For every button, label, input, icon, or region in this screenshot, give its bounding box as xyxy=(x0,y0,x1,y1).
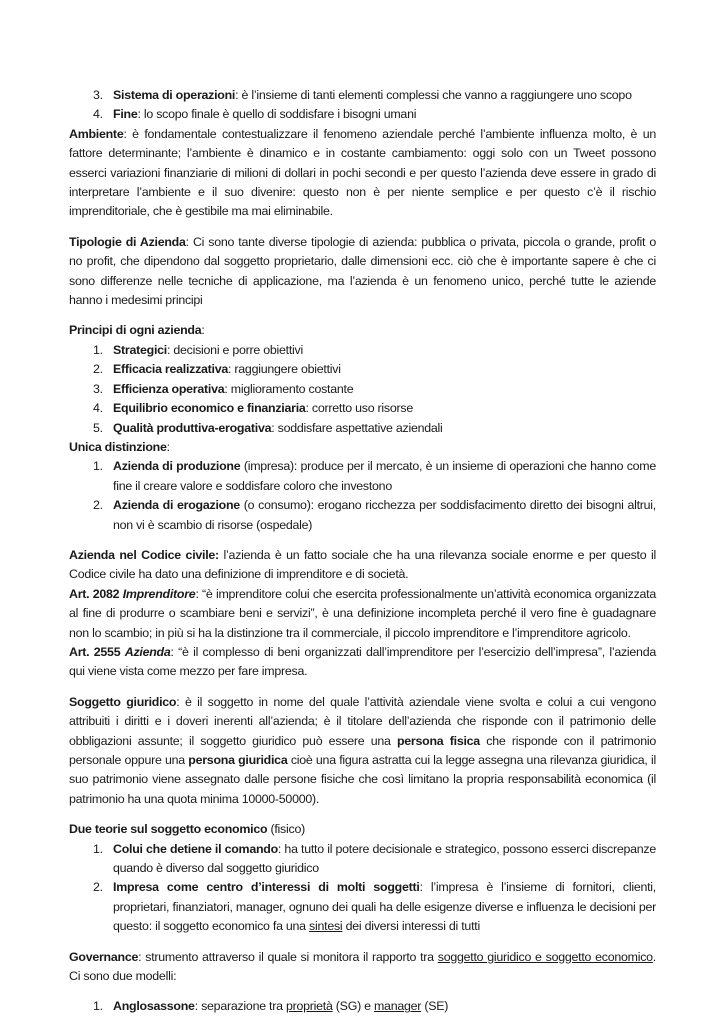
modelli-list xyxy=(69,997,656,1016)
soggetto-giuridico-paragraph: Soggetto giuridico: è il soggetto in nome del quale l’attività aziendale viene svolta e colui a cui vengono attribuiti i diritti e i doveri inerenti all’azienda; è il titolare dell’azienda che risponde con il patrimonio delle obbligazioni assunte; il soggetto giuridico può essere una persona fisica che risponde con il patrimonio personale oppure una persona giuridica cioè una figura astratta cui la legge assegna una rilevanza giuridica, il suo patrimonio viene assegnato dalle persone fisiche che così limitano la propria responsabilità economica (il patrimonio ha una quota minima 10000-50000). xyxy=(69,694,656,806)
codice-civile-paragraph: Azienda nel Codice civile: l’azienda è un fatto sociale che ha una rilevanza sociale enorme e per questo il Codice civile ha dato una definizione di imprenditore e di società. xyxy=(69,547,656,582)
document-page xyxy=(69,86,656,1017)
governance-paragraph: Governance: strumento attraverso il quale si monitora il rapporto tra soggetto giuridico e soggetto economico. Ci sono due modelli: xyxy=(69,949,656,984)
term: Fine xyxy=(113,107,138,122)
list-item: 5. Qualità produttiva-erogativa: soddisfare aspettative aziendali xyxy=(93,420,443,435)
list-item: 1. Colui che detiene il comando: ha tutto il potere decisionale e strategico, possono esserci discrepanze quando è diverso dal soggetto giuridico xyxy=(93,841,656,876)
list-item: 3. Sistema di operazioni: è l’insieme di tanti elementi complessi che vanno a raggiungere uno scopo xyxy=(93,88,632,102)
ambiente-paragraph: Ambiente: è fondamentale contestualizzare il fenomeno aziendale perché l’ambiente influenza molto, è un fattore determinante; l’ambiente è dinamico e in costante cambiamento: oggi solo con un Tweet possono esserci variazioni finanziarie di milioni di dollari in pochi secondi e per questo l’azienda deve essere in grado di interpretare l’ambiente e il suo divenire: questo non è per niente semplice e per questo c’è il rischio imprenditoriale, che è gestibile ma mai eliminabile. xyxy=(69,126,656,219)
teorie-heading: Due teorie sul soggetto economico (fisico) xyxy=(69,822,305,837)
art-2082-paragraph: Art. 2082 Imprenditore: “è imprenditore colui che esercita professionalmente un’attività economica organizzata al fine di produrre o scambiare beni e servizi”, è una definizione incompleta perché il vero fine è guadagnare non lo scambio; in più si ha la distinzione tra il commerciale, il piccolo imprenditore e l’imprenditore agricolo. xyxy=(69,586,656,640)
list-item: 1. Anglosassone: separazione tra proprietà (SG) e manager (SE) xyxy=(93,999,449,1014)
principi-heading: Principi di ogni azienda: xyxy=(69,323,205,338)
list-item: 3. Efficienza operativa: miglioramento costante xyxy=(93,381,354,396)
list-item: 1. Strategici: decisioni e porre obiettivi xyxy=(93,342,303,357)
list-item: 4. Equilibrio economico e finanziaria: corretto uso risorse xyxy=(93,401,413,416)
term: Sistema di operazioni xyxy=(113,88,236,102)
list-item: 2. Impresa come centro d’interessi di molti soggetti: l’impresa è l’insieme di fornitori, clienti, proprietari, finanziatori, manager, ognuno dei quali ha delle esigenze diverse e influenza le decisioni per questo: il soggetto economico fa una sintesi dei diversi interessi di tutti xyxy=(93,880,656,934)
list-item: 2. Azienda di erogazione (o consumo): erogano ricchezza per soddisfacimento diretto dei bisogni altrui, non vi è scambio di risorse (ospedale) xyxy=(93,498,657,532)
distinzione-heading: Unica distinzione: xyxy=(69,439,170,454)
principi-list xyxy=(69,341,656,438)
list-item: 4. Fine: lo scopo finale è quello di soddisfare i bisogni umani xyxy=(93,107,417,122)
teorie-list xyxy=(69,840,656,937)
list-item: 1. Azienda di produzione (impresa): produce per il mercato, è un insieme di operazioni che hanno come fine il creare valore e soddisfare coloro che investono xyxy=(93,459,657,493)
distinzione-list xyxy=(69,457,656,535)
tipologie-paragraph: Tipologie di Azienda: Ci sono tante diverse tipologie di azienda: pubblica o privata, piccola o grande, profit o no profit, che dipendono dal soggetto proprietario, dalle dimensioni ecc. ciò che è importante sapere è che ci sono differenze nelle tecniche di applicazione, ma l’azienda è un fenomeno unico, perché tutte le aziende hanno i medesimi principi xyxy=(69,234,656,308)
art-2555-paragraph: Art. 2555 Azienda: “è il complesso di beni organizzati dall’imprenditore per l’esercizio dell’impresa”, l’azienda qui viene vista come mezzo per fare impresa. xyxy=(69,644,656,679)
intro-list xyxy=(69,86,656,125)
list-item: 2. Efficacia realizzativa: raggiungere obiettivi xyxy=(93,362,341,377)
